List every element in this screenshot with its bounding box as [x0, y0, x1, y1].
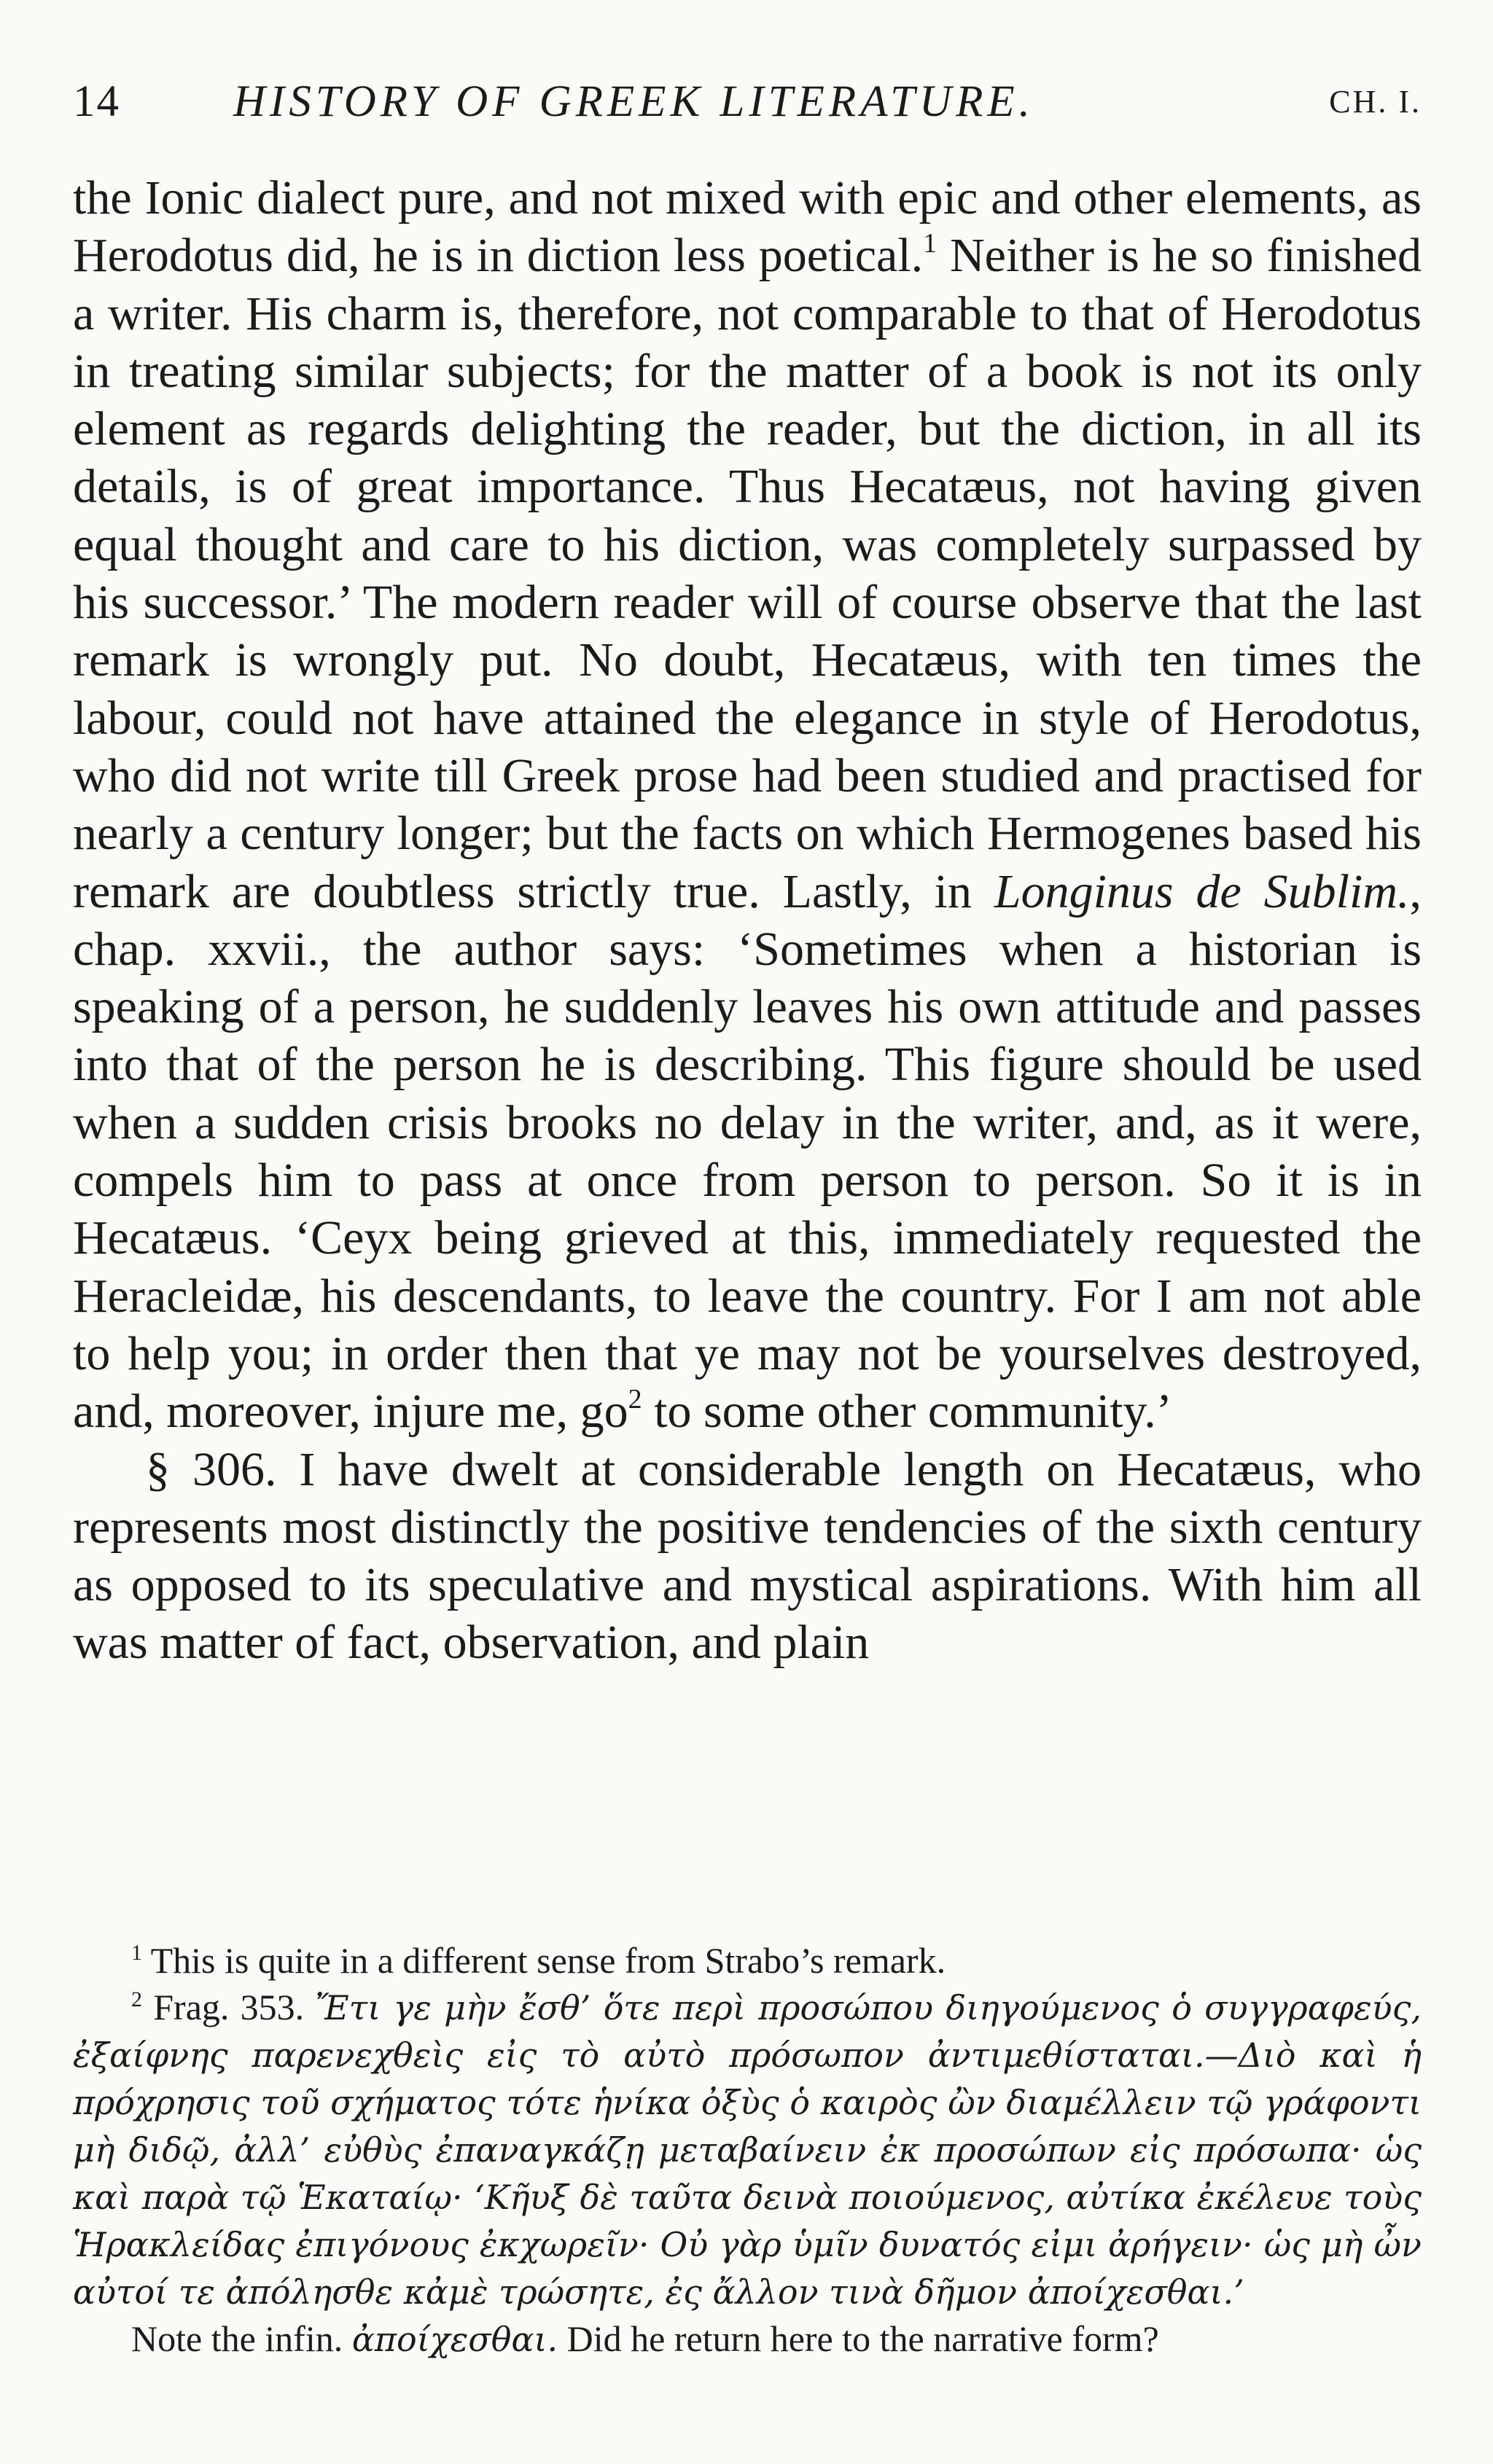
running-header	[73, 73, 1422, 131]
footnote-ref-1: 1	[923, 228, 937, 259]
footnote-1	[73, 1937, 1422, 1984]
text-run: the Ionic dialect pure, and not mixed with epic and other elements, as Herodotus did, he is in diction less poetical.	[73, 171, 1422, 283]
footnote-lead: Frag. 353.	[142, 1987, 316, 2027]
greek-word: ἀποίχεσθαι.	[351, 2320, 558, 2359]
text-run: , chap. xxvii., the author says: ‘Sometimes when a historian is speaking of a person, he suddenly leaves his own attitude and passes into that of the person he is describing. This figure should be used when a sudden crisis brooks no delay in the writer, and, as it were, compels him to pass at once from person to person. So it is in Hecatæus. ‘Ceyx being grieved at this, immediately requested the Heracleidæ, his descendants, to leave the country. For I am not able to help you; in order then that ye may not be yourselves destroyed, and, moreover, injure me, go	[73, 864, 1422, 1439]
paragraph-section-306	[73, 1441, 1422, 1672]
footnote-marker: 1	[131, 1941, 142, 1965]
main-text	[73, 169, 1422, 1672]
remark-tail: Did he return here to the narrative form?	[558, 2318, 1159, 2359]
remark-lead: Note the infin.	[131, 2318, 352, 2359]
cited-work-title: Longinus de Sublim.	[994, 864, 1410, 918]
greek-quotation: Ἔτι γε μὴν ἔσθ’ ὅτε περὶ προσώπου διηγούμενος ὁ συγγραφεύς, ἐξαίφνης παρενεχθεὶς εἰς τὸ αὐτὸ πρόσωπον ἀντιμεθίσταται.—Διὸ καὶ ἡ πρόχρησις τοῦ σχήματος τότε ἡνίκα ὀξὺς ὁ καιρὸς ὢν διαμέλλειν τῷ γράφοντι μὴ διδῷ, ἀλλ’ εὐθὺς ἐπαναγκάζῃ μεταβαίνειν ἐκ προσώπων εἰς πρόσωπα· ὡς καὶ παρὰ τῷ Ἑκαταίῳ· ‘Κῆυξ δὲ ταῦτα δεινὰ ποιούμενος, αὐτίκα ἐκέλευε τοὺς Ἡρακλείδας ἐπιγόνους ἐκχωρεῖν· Οὐ γὰρ ὑμῖν δυνατός εἰμι ἀρήγειν· ὡς μὴ ὦν αὐτοί τε ἀπόλησθε κἀμὲ τρώσητε, ἐς ἄλλον τινὰ δῆμον ἀποίχεσθαι.’	[73, 1988, 1422, 2312]
running-title: HISTORY OF GREEK LITERATURE.	[233, 77, 1034, 126]
footnote-text: This is quite in a different sense from Strabo’s remark.	[142, 1940, 946, 1981]
text-run: § 306. I have dwelt at considerable length on Hecatæus, who represents most distinctly the positive tendencies of the sixth century as opposed to its speculative and mystical aspirations. With him all was matter of fact, observation, and plain	[73, 1442, 1422, 1670]
paragraph-continuation	[73, 169, 1422, 1441]
footnote-marker: 2	[131, 1987, 142, 2011]
footnote-remark	[73, 2315, 1422, 2363]
chapter-label: CH. I.	[1329, 84, 1422, 120]
footnote-ref-2: 2	[628, 1384, 642, 1415]
page-number: 14	[73, 77, 120, 126]
text-run: Neither is he so finished a writer. His charm is, therefore, not comparable to that of Herodotus in treating similar subjects; for the matter of a book is not its only element as regards delighting the reader, but the diction, in all its details, is of great importance. Thus Hecatæus, not having given equal thought and care to his diction, was completely surpassed by his successor.’ The modern reader will of course observe that the last remark is wrongly put. No doubt, Hecatæus, with ten times the labour, could not have attained the elegance in style of Herodotus, who did not write till Greek prose had been studied and practised for nearly a century longer; but the facts on which Hermogenes based his remark are doubtless strictly true. Lastly, in	[73, 229, 1422, 918]
footnote-2	[73, 1984, 1422, 2315]
footnotes	[73, 1937, 1422, 2363]
text-run: to some other community.’	[642, 1385, 1172, 1439]
